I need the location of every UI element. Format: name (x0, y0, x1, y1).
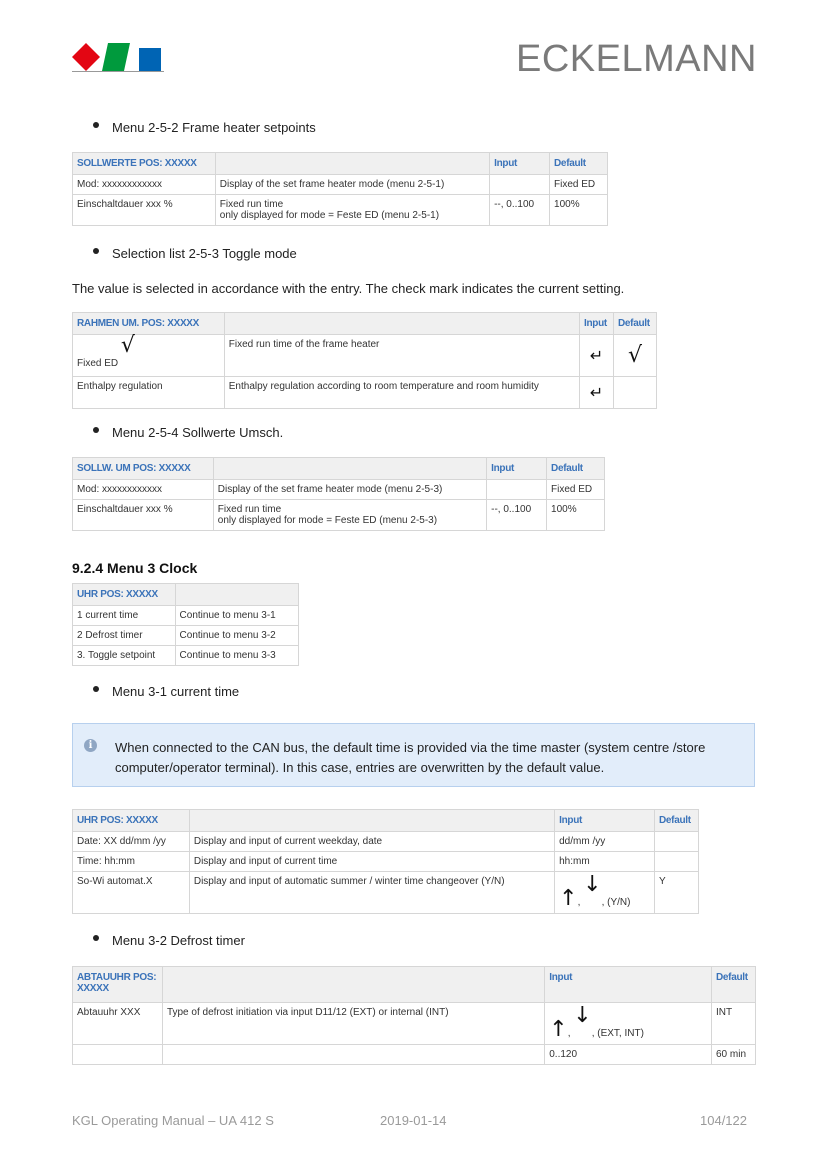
table-row (73, 646, 299, 666)
table-header-row (73, 313, 657, 335)
bullet-text: Selection list 2-5-3 Toggle mode (112, 246, 297, 261)
eckelmann-logo-blocks (72, 40, 164, 74)
table-header-cell: Input (555, 810, 655, 832)
table-cell: 100% (547, 500, 605, 531)
table-cell (613, 377, 656, 409)
table-row (73, 626, 299, 646)
table-cell: Fixed run time of the frame heater (224, 335, 579, 377)
table-cell (545, 1003, 712, 1045)
check-mark-icon: √ (627, 343, 642, 368)
table-header-cell: SOLLW. UM POS: XXXXX (73, 458, 214, 480)
table-cell: 0..120 (545, 1045, 712, 1065)
brand-name: ECKELMANN (516, 38, 757, 80)
bullet-dot (93, 122, 99, 128)
table-cell: Continue to menu 3-2 (175, 626, 298, 646)
table-cell: 100% (550, 195, 608, 226)
table-row (73, 852, 699, 872)
table-cell: dd/mm /yy (555, 832, 655, 852)
table-header-cell: ABTAUUHR POS: XXXXX (73, 967, 163, 1003)
table-uhr-menu (72, 583, 299, 666)
section-heading-9-2-4: 9.2.4 Menu 3 Clock (72, 560, 198, 576)
table-header-cell: Default (613, 313, 656, 335)
table-cell: Mod: xxxxxxxxxxxx (73, 175, 216, 195)
table-header-cell: Default (711, 967, 755, 1003)
table-cell (215, 195, 489, 226)
table-header-row (73, 153, 608, 175)
bullet-menu-3-2 (93, 933, 245, 948)
table-row (73, 175, 608, 195)
table-row (73, 1003, 756, 1045)
table-cell (73, 1045, 163, 1065)
table-cell: Einschaltdauer xxx % (73, 195, 216, 226)
table-sollw-um (72, 457, 605, 531)
table-cell (213, 500, 486, 531)
table-cell: Abtauuhr XXX (73, 1003, 163, 1045)
table-header-cell (213, 458, 486, 480)
table-header-cell: Input (580, 313, 614, 335)
enter-icon: ↵ (589, 383, 604, 402)
bullet-list-2-5-3 (93, 246, 297, 261)
table-cell: Fixed ED (547, 480, 605, 500)
table-cell: 2 Defrost timer (73, 626, 176, 646)
arrow-up-icon[interactable]: ↑ (559, 886, 578, 911)
footer-document-title: KGL Operating Manual – UA 412 S (72, 1113, 274, 1128)
table-row (73, 500, 605, 531)
bullet-text: Menu 3-1 current time (112, 684, 240, 699)
bullet-dot (93, 935, 99, 941)
table-cell: Type of defrost initiation via input D11/12 (EXT) or internal (INT) (162, 1003, 544, 1045)
table-header-row (73, 458, 605, 480)
table-header-row (73, 967, 756, 1003)
info-note-text: When connected to the CAN bus, the default time is provided via the time master (system centre /store computer/operator terminal). In this case, entries are overwritten by the default value. (115, 740, 706, 775)
table-cell: Display of the set frame heater mode (menu 2-5-3) (213, 480, 486, 500)
table-cell: 60 min (711, 1045, 755, 1065)
table-uhr-time (72, 809, 699, 914)
cell-subline: only displayed for mode = Feste ED (menu 2-5-3) (217, 515, 438, 526)
table-cell (162, 1045, 544, 1065)
table-header-cell: RAHMEN UM. POS: XXXXX (73, 313, 225, 335)
separator: , (577, 897, 581, 908)
table-header-cell (215, 153, 489, 175)
input-options: , (EXT, INT) (591, 1028, 644, 1039)
table-cell: Display of the set frame heater mode (menu 2-5-1) (215, 175, 489, 195)
bullet-text: Menu 2-5-4 Sollwerte Umsch. (112, 425, 284, 440)
table-cell: Display and input of current time (189, 852, 554, 872)
table-rahmen-um (72, 312, 657, 409)
table-header-cell: Input (487, 458, 547, 480)
bullet-text: Menu 2-5-2 Frame heater setpoints (112, 120, 316, 135)
bullet-dot (93, 248, 99, 254)
table-header-cell: SOLLWERTE POS: XXXXX (73, 153, 216, 175)
table-cell: Display and input of automatic summer / winter time changeover (Y/N) (189, 872, 554, 914)
logo-green-parallelogram (102, 43, 130, 71)
check-mark-icon: √ (120, 333, 135, 358)
option-label: Fixed ED (77, 358, 119, 369)
table-row (73, 195, 608, 226)
table-cell (654, 832, 698, 852)
table-cell: Einschaltdauer xxx % (73, 500, 214, 531)
arrow-up-icon[interactable]: ↑ (549, 1017, 568, 1042)
table-cell: 3. Toggle setpoint (73, 646, 176, 666)
table-row (73, 872, 699, 914)
table-cell: Time: hh:mm (73, 852, 190, 872)
bullet-menu-3-1 (93, 684, 239, 699)
table-header-cell: Default (550, 153, 608, 175)
logo-red-diamond (72, 43, 100, 71)
bullet-menu-2-5-2 (93, 120, 316, 135)
table-header-cell: Default (547, 458, 605, 480)
table-row (73, 606, 299, 626)
table-cell: Y (654, 872, 698, 914)
table-header-cell: UHR POS: XXXXX (73, 810, 190, 832)
arrow-down-icon[interactable]: ↓ (573, 1003, 592, 1028)
table-cell: So-Wi automat.X (73, 872, 190, 914)
table-cell[interactable] (580, 377, 614, 409)
logo-blue-square (139, 48, 161, 71)
table-cell (487, 480, 547, 500)
table-cell: Continue to menu 3-1 (175, 606, 298, 626)
table-row (73, 1045, 756, 1065)
table-header-row (73, 810, 699, 832)
enter-icon: ↵ (589, 346, 604, 365)
table-header-cell: Input (545, 967, 712, 1003)
table-cell (73, 335, 225, 377)
info-note-box (72, 723, 755, 787)
table-row (73, 832, 699, 852)
table-cell (490, 175, 550, 195)
table-cell[interactable] (580, 335, 614, 377)
table-cell: Mod: xxxxxxxxxxxx (73, 480, 214, 500)
table-header-cell: Default (654, 810, 698, 832)
table-cell: hh:mm (555, 852, 655, 872)
table-header-cell: Input (490, 153, 550, 175)
table-sollwerte (72, 152, 608, 226)
table-row (73, 335, 657, 377)
info-icon: i (84, 739, 97, 752)
table-cell (613, 335, 656, 377)
table-cell (654, 852, 698, 872)
bullet-menu-2-5-4 (93, 425, 283, 440)
bullet-dot (93, 686, 99, 692)
bullet-text: Menu 3-2 Defrost timer (112, 933, 245, 948)
table-header-cell (175, 584, 298, 606)
table-cell: --, 0..100 (487, 500, 547, 531)
table-cell: --, 0..100 (490, 195, 550, 226)
table-cell: Enthalpy regulation (73, 377, 225, 409)
table-abtauuhr (72, 966, 756, 1065)
table-header-cell (162, 967, 544, 1003)
table-header-cell (189, 810, 554, 832)
table-cell: Display and input of current weekday, date (189, 832, 554, 852)
table-cell: 1 current time (73, 606, 176, 626)
table-cell: INT (711, 1003, 755, 1045)
table-header-cell: UHR POS: XXXXX (73, 584, 176, 606)
paragraph-selection-note: The value is selected in accordance with the entry. The check mark indicates the current setting. (72, 281, 625, 296)
footer-page-number: 104/122 (700, 1113, 747, 1128)
table-cell (555, 872, 655, 914)
table-row (73, 480, 605, 500)
table-cell: Fixed ED (550, 175, 608, 195)
cell-line: Fixed run time (217, 504, 282, 515)
table-row (73, 377, 657, 409)
input-options: , (Y/N) (601, 897, 631, 908)
cell-subline: only displayed for mode = Feste ED (menu 2-5-1) (219, 210, 440, 221)
table-cell: Date: XX dd/mm /yy (73, 832, 190, 852)
footer-date: 2019-01-14 (380, 1113, 447, 1128)
table-cell: Continue to menu 3-3 (175, 646, 298, 666)
table-header-cell (224, 313, 579, 335)
bullet-dot (93, 427, 99, 433)
cell-line: Fixed run time (219, 199, 284, 210)
separator: , (567, 1028, 571, 1039)
table-header-row (73, 584, 299, 606)
table-cell: Enthalpy regulation according to room temperature and room humidity (224, 377, 579, 409)
arrow-down-icon[interactable]: ↓ (583, 872, 602, 897)
